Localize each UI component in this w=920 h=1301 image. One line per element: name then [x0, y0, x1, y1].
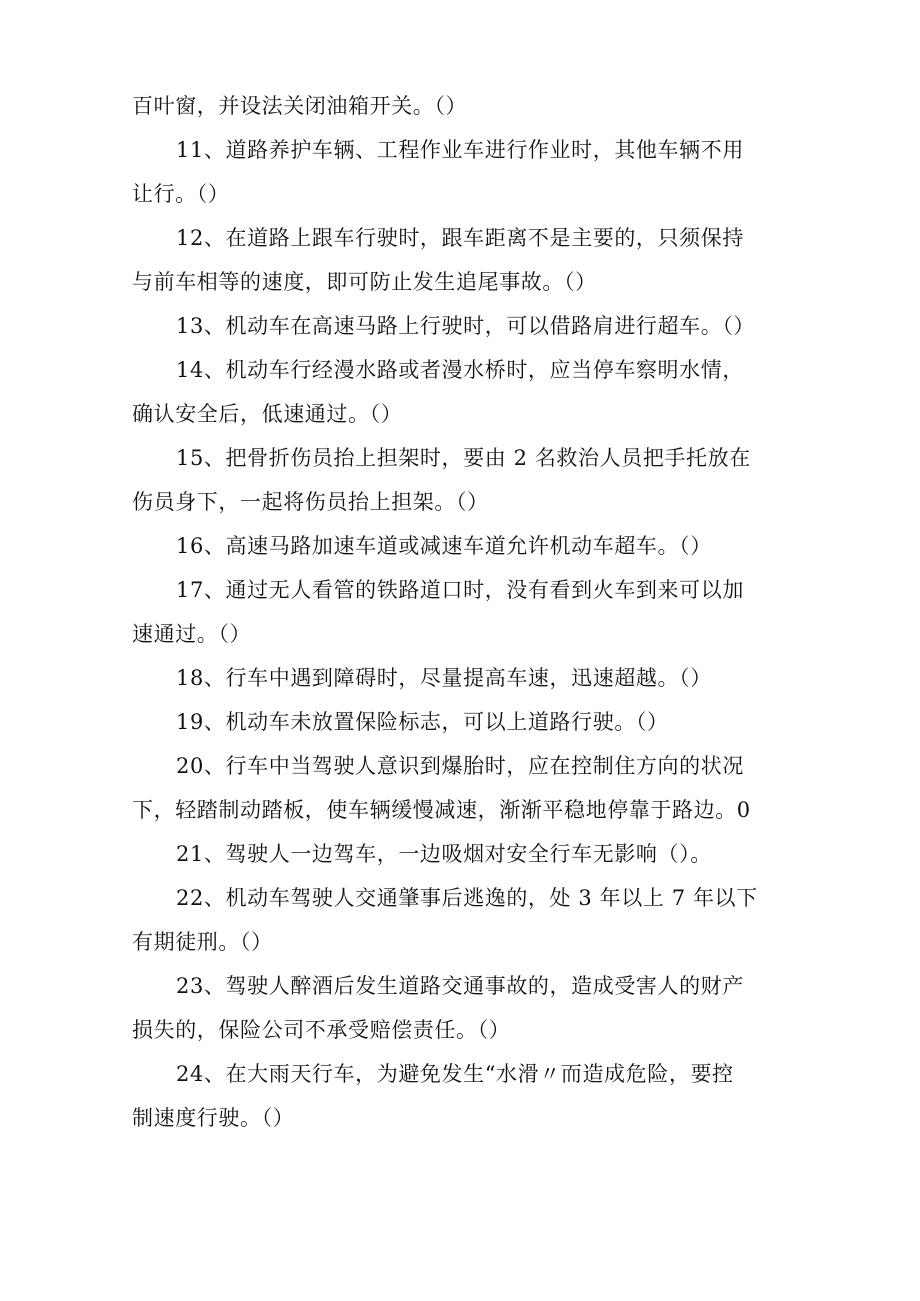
question-23-line-2: 损失的，保险公司不承受赔偿责任。（） [132, 1018, 511, 1042]
question-17-line-1: 17、通过无人看管的铁路道口时，没有看到火车到来可以加 [176, 578, 744, 602]
document-body [132, 84, 796, 1140]
question-14-line-1: 14、机动车行经漫水路或者漫水桥时，应当停车察明水情， [176, 358, 744, 382]
question-17-line-2: 速通过。（） [132, 622, 252, 646]
question-19-line-1: 19、机动车未放置保险标志，可以上道路行驶。（） [176, 710, 669, 734]
question-16-line-1: 16、高速马路加速车道或减速车道允许机动车超车。（） [176, 534, 712, 558]
question-11-line-1: 11、道路养护车辆、工程作业车进行作业时，其他车辆不用 [176, 138, 744, 162]
question-22-line-1: 22、机动车驾驶人交通肇事后逃逸的，处 3 年以上 7 年以下 [176, 886, 758, 910]
text-line: 百叶窗，并设法关闭油箱开关。（） [132, 94, 468, 118]
question-23-line-1: 23、驾驶人醉酒后发生道路交通事故的，造成受害人的财产 [176, 974, 744, 998]
question-12-line-2: 与前车相等的速度，即可防止发生追尾事故。（） [132, 270, 597, 294]
question-15-line-1: 15、把骨折伤员抬上担架时，要由 2 名救治人员把手托放在 [176, 446, 751, 470]
question-20-line-1: 20、行车中当驾驶人意识到爆胎时，应在控制住方向的状况 [176, 754, 744, 778]
question-11-line-2: 让行。（） [132, 182, 230, 206]
question-22-line-2: 有期徒刑。（） [132, 930, 273, 954]
question-13-line-1: 13、机动车在高速马路上行驶时，可以借路肩进行超车。（） [176, 314, 756, 338]
question-20-line-2: 下，轻踏制动踏板，使车辆缓慢减速，渐渐平稳地停靠于路边。0 [132, 798, 751, 822]
question-18-line-1: 18、行车中遇到障碍时，尽量提高车速，迅速超越。（） [176, 666, 712, 690]
question-24-line-1: 24、在大雨天行车，为避免发生“水滑〃而造成危险，要控 [176, 1062, 734, 1086]
question-14-line-2: 确认安全后，低速通过。（） [132, 402, 403, 426]
question-21-line-1: 21、驾驶人一边驾车，一边吸烟对安全行车无影响（）。 [176, 842, 712, 866]
question-15-line-2: 伤员身下，一起将伤员抬上担架。（） [132, 490, 489, 514]
question-12-line-1: 12、在道路上跟车行驶时，跟车距离不是主要的，只须保持 [176, 226, 744, 250]
question-24-line-2: 制速度行驶。（） [132, 1106, 295, 1130]
